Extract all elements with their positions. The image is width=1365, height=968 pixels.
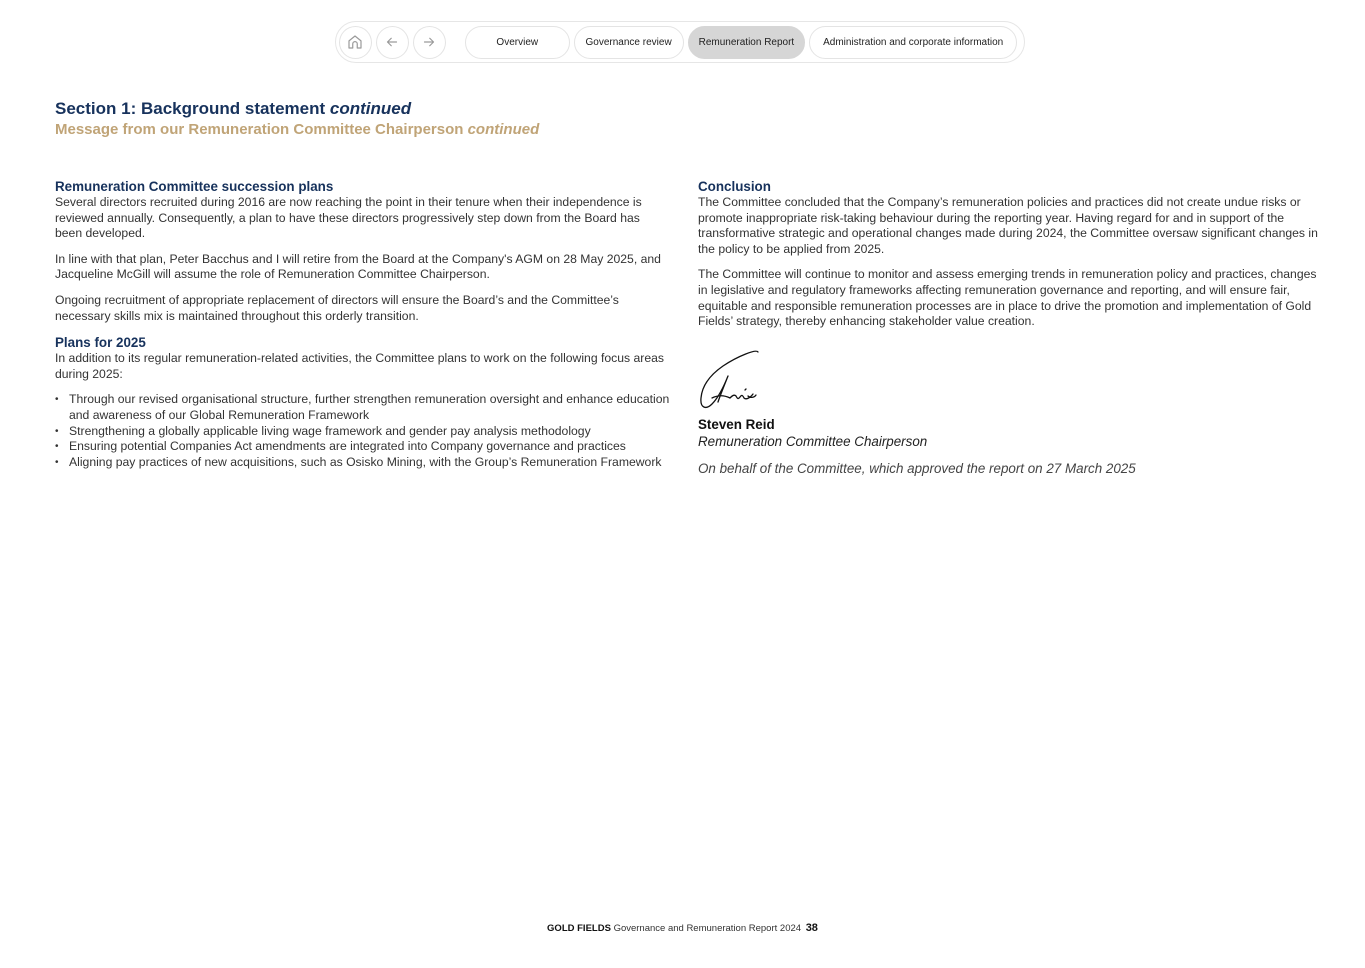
left-column xyxy=(55,178,670,470)
back-button[interactable] xyxy=(376,26,409,59)
list-item: • Ensuring potential Companies Act amendments are integrated into Company governance and practices xyxy=(55,439,670,455)
plans-intro: In addition to its regular remuneration-related activities, the Committee plans to work on the following focus areas during 2025: xyxy=(55,351,665,381)
signer-role: Remuneration Committee Chairperson xyxy=(698,433,928,449)
page-title-suffix: continued xyxy=(329,99,412,118)
home-button[interactable] xyxy=(339,26,372,59)
list-item: • Aligning pay practices of new acquisitions, such as Osisko Mining, with the Group’s Remuneration Framework xyxy=(55,455,670,471)
tab-administration-corporate-information[interactable]: Administration and corporate information xyxy=(809,26,1017,59)
approval-note: On behalf of the Committee, which approved the report on 27 March 2025 xyxy=(698,460,1136,476)
succession-heading: Remuneration Committee succession plans xyxy=(55,179,334,194)
signer-name: Steven Reid xyxy=(698,416,775,432)
succession-paragraph-1: Several directors recruited during 2016 are now reaching the point in their tenure when their independence is reviewed annually. Consequently, a plan to have these directors progressively step down from the Board has been developed. xyxy=(55,195,642,241)
footer-report-title: Governance and Remuneration Report 2024 xyxy=(613,923,802,934)
forward-button[interactable] xyxy=(413,26,446,59)
page-subtitle xyxy=(55,121,539,138)
page-footer xyxy=(0,922,1365,934)
home-icon xyxy=(346,33,364,51)
right-column xyxy=(698,178,1318,478)
page-subtitle-text: Message from our Remuneration Committee Chairperson xyxy=(55,121,464,138)
plans-list xyxy=(55,392,670,470)
arrow-left-icon xyxy=(383,33,401,51)
conclusion-heading: Conclusion xyxy=(698,179,771,194)
list-item: • Strengthening a globally applicable living wage framework and gender pay analysis methodology xyxy=(55,424,670,440)
tab-overview[interactable]: Overview xyxy=(465,26,570,59)
tab-governance-review[interactable]: Governance review xyxy=(574,26,684,59)
page-title xyxy=(55,99,411,119)
signature-image xyxy=(698,348,768,412)
succession-paragraph-2: In line with that plan, Peter Bacchus and I will retire from the Board at the Company's AGM on 28 May 2025, and Jacqueline McGill will assume the role of Remuneration Committee Chairperson. xyxy=(55,251,661,282)
page-subtitle-suffix: continued xyxy=(467,121,540,138)
footer-brand: GOLD FIELDS xyxy=(547,923,611,934)
conclusion-paragraph-2: The Committee will continue to monitor and assess emerging trends in remuneration policy and practices, changes in legislative and regulatory frameworks affecting remuneration governance and reporting, and will ensure fair, equitable and responsible remuneration processes are in place to drive the promotion and implementation of Gold Fields’ strategy, thereby enhancing stakeholder value creation. xyxy=(698,267,1317,329)
page-number: 38 xyxy=(805,922,818,934)
tab-remuneration-report[interactable]: Remuneration Report xyxy=(688,26,806,59)
succession-paragraph-3: Ongoing recruitment of appropriate replacement of directors will ensure the Board’s and the Committee’s necessary skills mix is maintained throughout this orderly transition. xyxy=(55,292,619,323)
arrow-right-icon xyxy=(420,33,438,51)
list-item: • Through our revised organisational structure, further strengthen remuneration oversight and enhance education and awareness of our Global Remuneration Framework xyxy=(55,392,670,423)
top-navigation xyxy=(335,21,1025,63)
plans-heading: Plans for 2025 xyxy=(55,335,146,351)
page-title-text: Section 1: Background statement xyxy=(55,99,326,118)
conclusion-paragraph-1: The Committee concluded that the Company’s remuneration policies and practices did not create undue risks or promote inappropriate risk-taking behaviour during the reporting year. Having regard for and in support of the transformative strategic and operational changes made during 2024, the Committee oversaw significant changes in the policy to be applied from 2025. xyxy=(698,195,1318,256)
